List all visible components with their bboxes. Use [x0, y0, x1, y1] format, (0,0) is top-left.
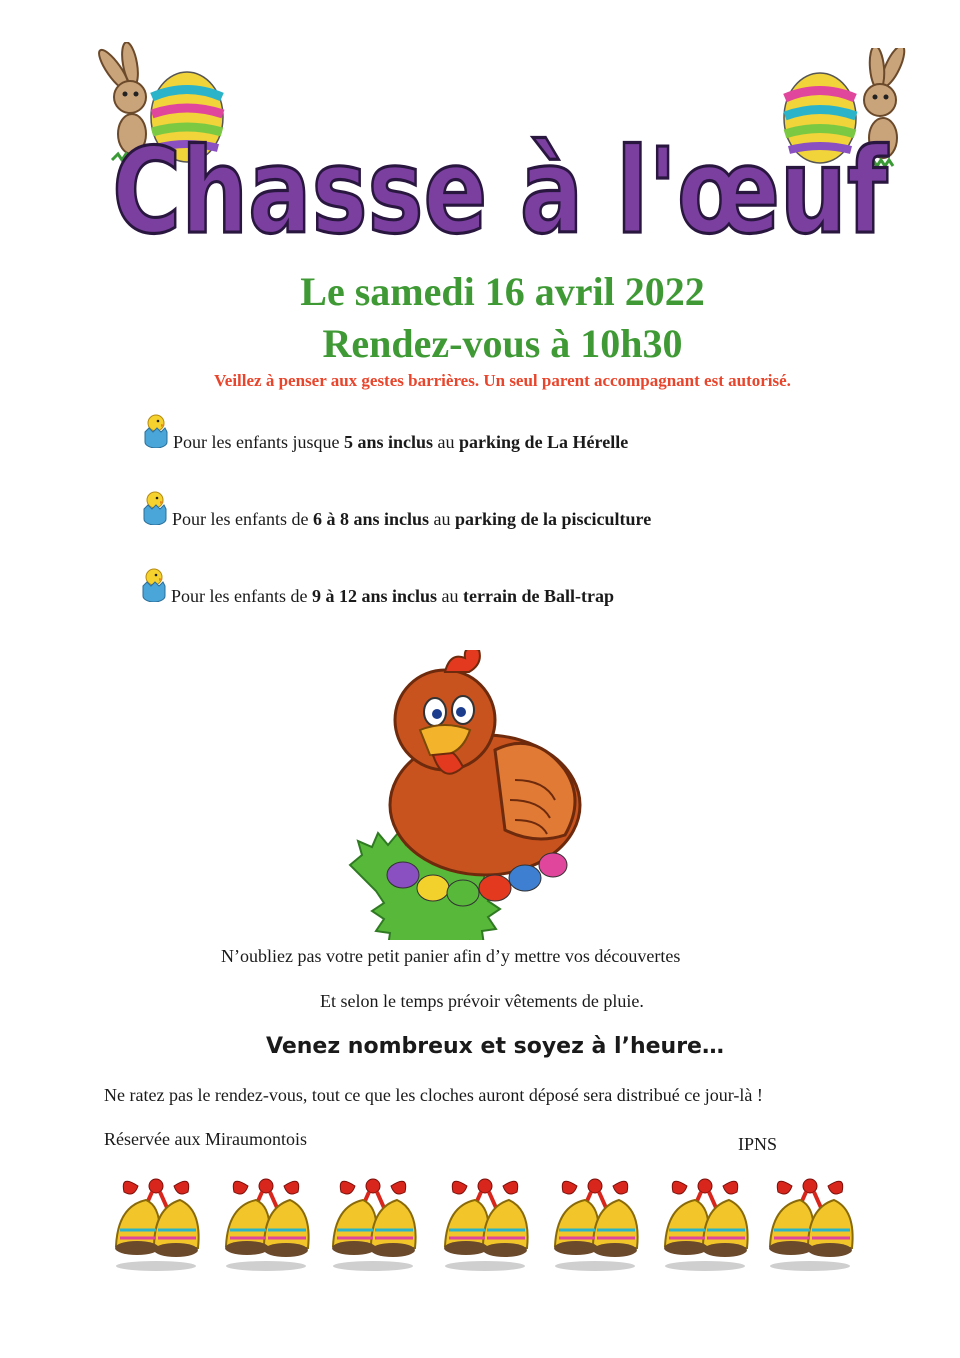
age-group-2: Pour les enfants de 6 à 8 ans inclus au parking de la pisciculture: [142, 489, 862, 533]
easter-bell-icon: [437, 1168, 533, 1274]
easter-bell-icon: [762, 1168, 858, 1274]
event-title: [0, 92, 960, 272]
event-time: Rendez-vous à 10h30: [322, 321, 683, 366]
hen-on-nest-illustration: [345, 650, 605, 940]
rain-note: Et selon le temps prévoir vêtements de pluie.: [320, 991, 644, 1011]
svg-text:Chasse à l'œuf: Chasse à l'œuf: [112, 123, 888, 261]
easter-bell-icon: [547, 1168, 643, 1274]
easter-bell-icon: [657, 1168, 753, 1274]
chick-icon: [141, 566, 167, 602]
basket-note: N’oubliez pas votre petit panier afin d’y mettre vos découvertes: [221, 946, 681, 966]
easter-bell-icon: [218, 1168, 314, 1274]
chick-icon: [143, 412, 169, 448]
reserved-note: Réservée aux Miraumontois: [104, 1129, 307, 1149]
event-date: Le samedi 16 avril 2022: [300, 269, 705, 314]
ipns-label: IPNS: [738, 1134, 778, 1154]
age-group-1: Pour les enfants jusque 5 ans inclus au parking de La Hérelle: [143, 412, 863, 456]
health-warning: Veillez à penser aux gestes barrières. Un seul parent accompagnant est autorisé.: [214, 371, 791, 390]
easter-bell-icon: [108, 1168, 204, 1274]
age-group-3: Pour les enfants de 9 à 12 ans inclus au terrain de Ball-trap: [141, 566, 861, 610]
call-to-action: Venez nombreux et soyez à l’heure…: [266, 1034, 724, 1059]
distribution-note: Ne ratez pas le rendez-vous, tout ce que les cloches auront déposé sera distribué ce jour-là !: [104, 1085, 763, 1105]
easter-bell-icon: [325, 1168, 421, 1274]
chick-icon: [142, 489, 168, 525]
